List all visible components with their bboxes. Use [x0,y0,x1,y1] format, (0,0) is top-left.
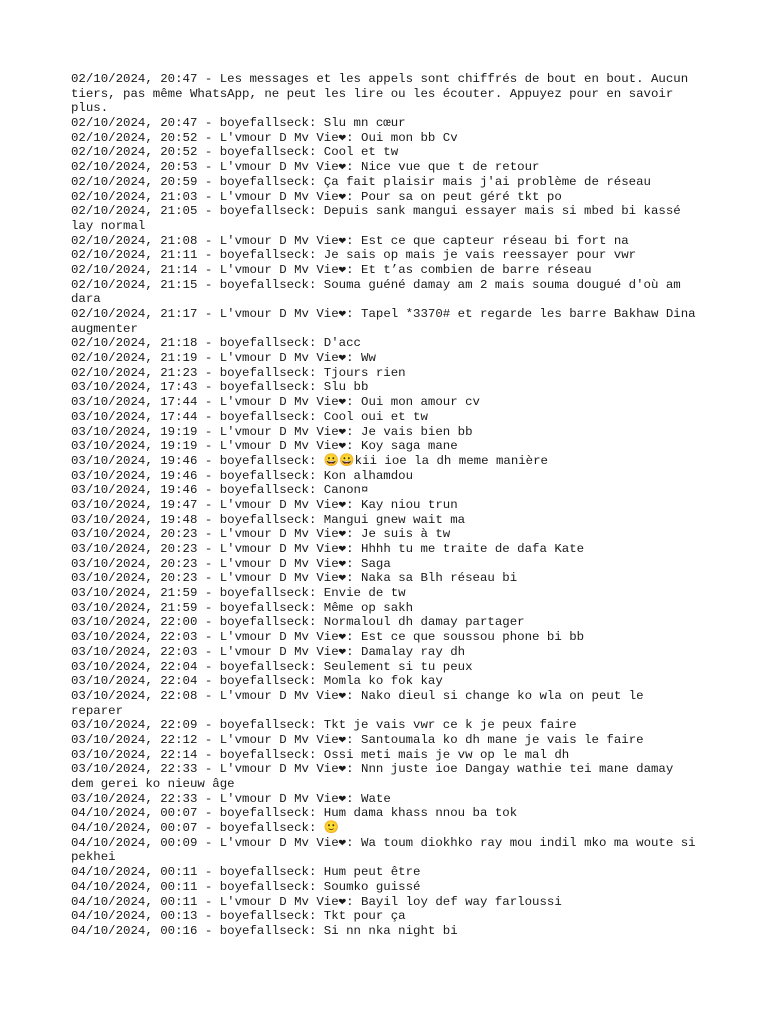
chat-line: 03/10/2024, 20:23 - L'vmour D Mv Vie❤: Je suis à tw [71,527,451,542]
chat-line: 03/10/2024, 19:46 - boyefallseck: 😀😀kii ioe la dh meme manière [71,453,548,468]
chat-line: 04/10/2024, 00:11 - L'vmour D Mv Vie❤: Bayil loy def way farloussi [71,894,562,909]
chat-line: 04/10/2024, 00:11 - boyefallseck: Hum peut être [71,865,421,880]
chat-line: 04/10/2024, 00:09 - L'vmour D Mv Vie❤: Wa toum diokhko ray mou indil mko ma woute si pekhei [71,835,704,865]
chat-line: 03/10/2024, 22:03 - L'vmour D Mv Vie❤: Damalay ray dh [71,644,466,659]
chat-line: 03/10/2024, 21:59 - boyefallseck: Même op sakh [71,600,414,615]
chat-line: 03/10/2024, 17:44 - L'vmour D Mv Vie❤: Oui mon amour cv [71,395,480,410]
chat-line: 03/10/2024, 22:33 - L'vmour D Mv Vie❤: Wate [71,791,391,806]
chat-line: 03/10/2024, 17:44 - boyefallseck: Cool oui et tw [71,409,428,424]
chat-line: 03/10/2024, 22:08 - L'vmour D Mv Vie❤: Nako dieul si change ko wla on peut le reparer [71,688,652,718]
chat-line: 04/10/2024, 00:13 - boyefallseck: Tkt pour ça [71,909,406,924]
chat-line: 03/10/2024, 17:43 - boyefallseck: Slu bb [71,380,369,395]
chat-line: 03/10/2024, 22:00 - boyefallseck: Normaloul dh damay partager [71,615,525,630]
chat-line: 03/10/2024, 22:04 - boyefallseck: Seulement si tu peux [71,659,473,674]
chat-line: 02/10/2024, 21:11 - boyefallseck: Je sais op mais je vais reessayer pour vwr [71,248,637,263]
chat-line: 03/10/2024, 19:46 - boyefallseck: Canon¤ [71,483,369,498]
chat-line: 03/10/2024, 22:33 - L'vmour D Mv Vie❤: Nnn juste ioe Dangay wathie tei mane damay dem gerei ko nieuw âge [71,762,681,791]
chat-line: 03/10/2024, 19:19 - L'vmour D Mv Vie❤: Koy saga mane [71,439,458,454]
chat-line: 02/10/2024, 21:19 - L'vmour D Mv Vie❤: Ww [71,351,376,366]
chat-line: 02/10/2024, 21:08 - L'vmour D Mv Vie❤: Est ce que capteur réseau bi fort na [71,233,629,248]
chat-line: 02/10/2024, 20:59 - boyefallseck: Ça fait plaisir mais j'ai problème de réseau [71,174,651,189]
chat-line: 02/10/2024, 20:53 - L'vmour D Mv Vie❤: Nice vue que t de retour [71,160,540,175]
chat-line: 04/10/2024, 00:11 - boyefallseck: Soumko guissé [71,879,421,894]
chat-line: 03/10/2024, 22:04 - boyefallseck: Momla ko fok kay [71,674,443,689]
chat-line: 04/10/2024, 00:16 - boyefallseck: Si nn nka night bi [71,923,458,938]
chat-line: 03/10/2024, 22:14 - boyefallseck: Ossi meti mais je vw op le mal dh [71,747,570,762]
chat-line: 03/10/2024, 19:19 - L'vmour D Mv Vie❤: Je vais bien bb [71,424,473,439]
chat-line: 03/10/2024, 19:46 - boyefallseck: Kon alhamdou [71,468,414,483]
chat-line: 02/10/2024, 20:52 - L'vmour D Mv Vie❤: Oui mon bb Cv [71,130,458,145]
chat-line: 03/10/2024, 19:48 - boyefallseck: Mangui gnew wait ma [71,512,466,527]
chat-line: 02/10/2024, 20:47 - boyefallseck: Slu mn cœur [71,116,406,131]
chat-line: 04/10/2024, 00:07 - boyefallseck: Hum dama khass nnou ba tok [71,806,518,821]
chat-line: 02/10/2024, 21:18 - boyefallseck: D'acc [71,336,361,351]
chat-line: 02/10/2024, 21:23 - boyefallseck: Tjours rien [71,365,406,380]
chat-export-text [71,72,704,939]
chat-line: 02/10/2024, 20:47 - Les messages et les appels sont chiffrés de bout en bout. Aucun tiers, pas même WhatsApp, ne peut les lire ou les écouter. Appuyez pour en savoir plus. [71,72,696,116]
chat-line: 03/10/2024, 20:23 - L'vmour D Mv Vie❤: Saga [71,556,391,571]
chat-line: 02/10/2024, 21:05 - boyefallseck: Depuis sank mangui essayer mais si mbed bi kassé lay normal [71,204,689,233]
chat-line: 03/10/2024, 19:47 - L'vmour D Mv Vie❤: Kay niou trun [71,497,458,512]
chat-line: 04/10/2024, 00:07 - boyefallseck: 🙂 [71,821,340,836]
chat-line: 02/10/2024, 21:14 - L'vmour D Mv Vie❤: Et t’as combien de barre réseau [71,262,592,277]
chat-line: 03/10/2024, 22:03 - L'vmour D Mv Vie❤: Est ce que soussou phone bi bb [71,630,585,645]
chat-line: 03/10/2024, 22:12 - L'vmour D Mv Vie❤: Santoumala ko dh mane je vais le faire [71,732,644,747]
chat-line: 03/10/2024, 22:09 - boyefallseck: Tkt je vais vwr ce k je peux faire [71,718,577,733]
chat-line: 03/10/2024, 21:59 - boyefallseck: Envie de tw [71,586,406,601]
chat-line: 02/10/2024, 21:15 - boyefallseck: Souma guéné damay am 2 mais souma dougué d'où am dara [71,277,689,307]
chat-line: 02/10/2024, 21:17 - L'vmour D Mv Vie❤: Tapel *3370# et regarde les barre Bakhaw Dina augmenter [71,307,704,336]
chat-line: 02/10/2024, 21:03 - L'vmour D Mv Vie❤: Pour sa on peut géré tkt po [71,189,562,204]
chat-line: 03/10/2024, 20:23 - L'vmour D Mv Vie❤: Hhhh tu me traite de dafa Kate [71,542,585,556]
chat-line: 03/10/2024, 20:23 - L'vmour D Mv Vie❤: Naka sa Blh réseau bi [71,571,518,586]
chat-line: 02/10/2024, 20:52 - boyefallseck: Cool et tw [71,145,399,160]
